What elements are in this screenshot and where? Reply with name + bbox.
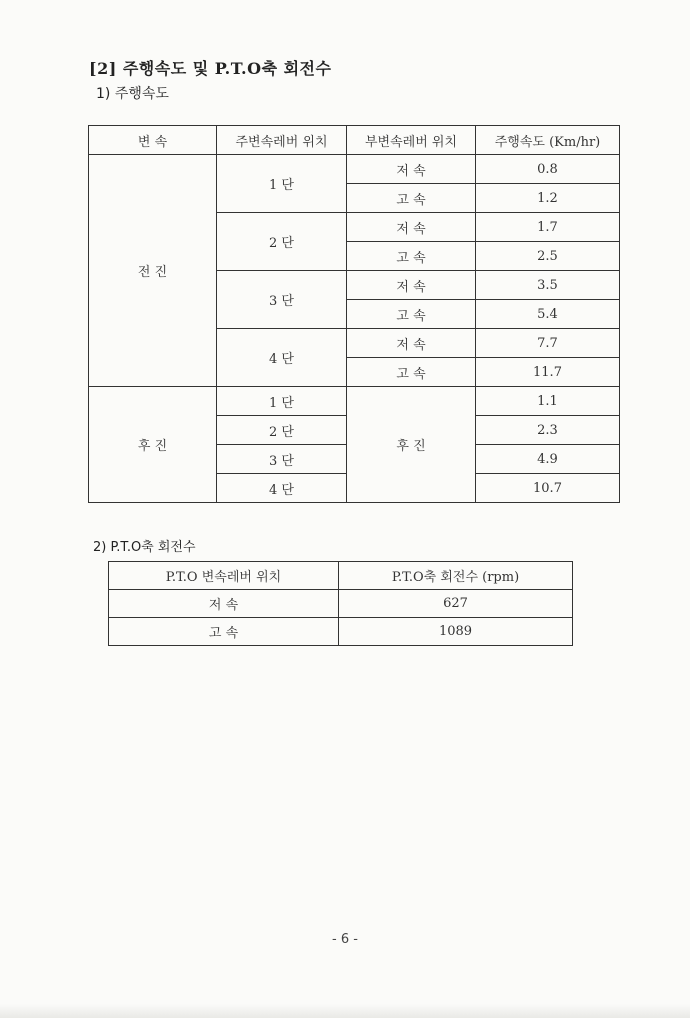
sub-lever-cell: 고 속: [347, 242, 476, 271]
speed-cell: 10.7: [476, 474, 620, 503]
forward-label: 전 진: [89, 155, 217, 387]
sub-lever-cell: 고 속: [347, 358, 476, 387]
pto-rpm-cell: 627: [339, 590, 573, 618]
header-pto-rpm: P.T.O축 회전수 (rpm): [339, 562, 573, 590]
reverse-sub-lever: 후 진: [347, 387, 476, 503]
table-row: [89, 387, 620, 416]
header-sub-lever: 부변속레버 위치: [347, 126, 476, 155]
pto-position-cell: 고 속: [109, 618, 339, 646]
travel-speed-heading: 1) 주행속도: [96, 86, 169, 102]
speed-cell: 3.5: [476, 271, 620, 300]
reverse-label: 후 진: [89, 387, 217, 503]
pto-position-cell: 저 속: [109, 590, 339, 618]
forward-gear-2: 2 단: [217, 213, 347, 271]
speed-cell: 1.1: [476, 387, 620, 416]
table-row: [109, 590, 573, 618]
speed-cell: 7.7: [476, 329, 620, 358]
speed-cell: 1.7: [476, 213, 620, 242]
travel-speed-table: [88, 125, 620, 503]
forward-gear-1: 1 단: [217, 155, 347, 213]
sub-lever-cell: 저 속: [347, 329, 476, 358]
scan-edge: [0, 1004, 690, 1018]
speed-cell: 2.3: [476, 416, 620, 445]
table-row: [89, 155, 620, 184]
table-header-row: [89, 126, 620, 155]
pto-heading: 2) P.T.O축 회전수: [93, 540, 196, 555]
section-title: [2] 주행속도 및 P.T.O축 회전수: [89, 59, 332, 78]
pto-rpm-cell: 1089: [339, 618, 573, 646]
header-shift: 변 속: [89, 126, 217, 155]
sub-lever-cell: 저 속: [347, 155, 476, 184]
table-header-row: [109, 562, 573, 590]
speed-cell: 11.7: [476, 358, 620, 387]
sub-lever-cell: 저 속: [347, 213, 476, 242]
reverse-gear-cell: 3 단: [217, 445, 347, 474]
reverse-gear-cell: 1 단: [217, 387, 347, 416]
forward-gear-3: 3 단: [217, 271, 347, 329]
speed-cell: 0.8: [476, 155, 620, 184]
speed-cell: 5.4: [476, 300, 620, 329]
sub-lever-cell: 저 속: [347, 271, 476, 300]
header-main-lever: 주변속레버 위치: [217, 126, 347, 155]
header-pto-lever: P.T.O 변속레버 위치: [109, 562, 339, 590]
reverse-gear-cell: 2 단: [217, 416, 347, 445]
speed-cell: 1.2: [476, 184, 620, 213]
table-row: [109, 618, 573, 646]
sub-lever-cell: 고 속: [347, 184, 476, 213]
speed-cell: 2.5: [476, 242, 620, 271]
pto-table: [108, 561, 573, 646]
forward-gear-4: 4 단: [217, 329, 347, 387]
reverse-gear-cell: 4 단: [217, 474, 347, 503]
page-number: - 6 -: [332, 932, 358, 947]
header-speed: 주행속도 (Km/hr): [476, 126, 620, 155]
sub-lever-cell: 고 속: [347, 300, 476, 329]
speed-cell: 4.9: [476, 445, 620, 474]
